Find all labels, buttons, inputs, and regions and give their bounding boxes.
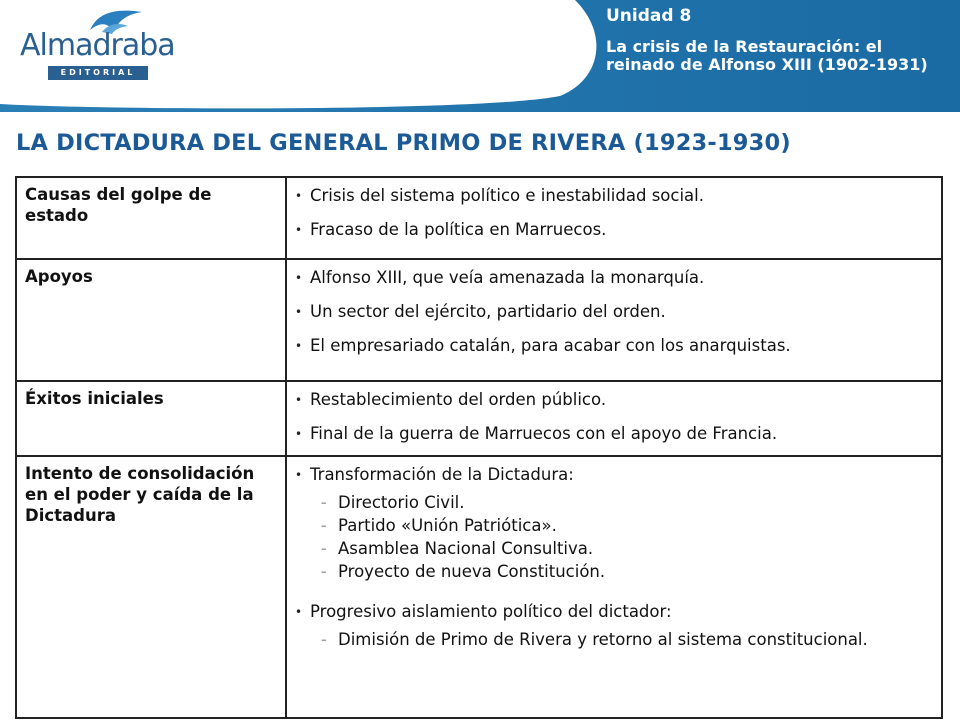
list-item: • Alfonso XIII, que veía amenazada la monarquía. — [295, 268, 933, 288]
list-item: • Fracaso de la política en Marruecos. — [295, 220, 933, 240]
logo-subtitle: EDITORIAL — [48, 66, 148, 80]
table-row — [16, 177, 942, 259]
list-item: • Un sector del ejército, partidario del orden. — [295, 302, 933, 322]
unit-number: Unidad 8 — [606, 6, 692, 26]
unit-title: La crisis de la Restauración: el reinado de Alfonso XIII (1902-1931) — [606, 37, 928, 74]
logo-wordmark: Almadraba — [20, 28, 175, 63]
list-item — [295, 602, 933, 650]
table-row — [16, 259, 942, 381]
list-item: • Final de la guerra de Marruecos con el apoyo de Francia. — [295, 424, 933, 444]
row-content — [286, 456, 942, 718]
list-item-text: Transformación de la Dictadura: — [310, 465, 574, 484]
sub-list-item: – Proyecto de nueva Constitución. — [310, 562, 933, 582]
sub-list-item: – Directorio Civil. — [310, 493, 933, 513]
row-label: Intento de consolidación en el poder y caída de la Dictadura — [16, 456, 286, 718]
list-item: • Restablecimiento del orden público. — [295, 390, 933, 410]
row-label: Apoyos — [16, 259, 286, 381]
row-content — [286, 259, 942, 381]
list-item — [295, 465, 933, 582]
row-label: Éxitos iniciales — [16, 381, 286, 456]
summary-table — [15, 176, 943, 719]
sub-list-item: – Dimisión de Primo de Rivera y retorno al sistema constitucional. — [310, 630, 933, 650]
row-content — [286, 177, 942, 259]
table-row — [16, 456, 942, 718]
publisher-logo — [18, 6, 193, 86]
row-content — [286, 381, 942, 456]
sub-list-item: – Asamblea Nacional Consultiva. — [310, 539, 933, 559]
row-label: Causas del golpe de estado — [16, 177, 286, 259]
list-item: • El empresariado catalán, para acabar con los anarquistas. — [295, 336, 933, 356]
list-item: • Crisis del sistema político e inestabilidad social. — [295, 186, 933, 206]
list-item-text: Progresivo aislamiento político del dictador: — [310, 602, 672, 621]
page-title: LA DICTADURA DEL GENERAL PRIMO DE RIVERA (1923-1930) — [16, 130, 791, 156]
sub-list-item: – Partido «Unión Patriótica». — [310, 516, 933, 536]
table-row — [16, 381, 942, 456]
